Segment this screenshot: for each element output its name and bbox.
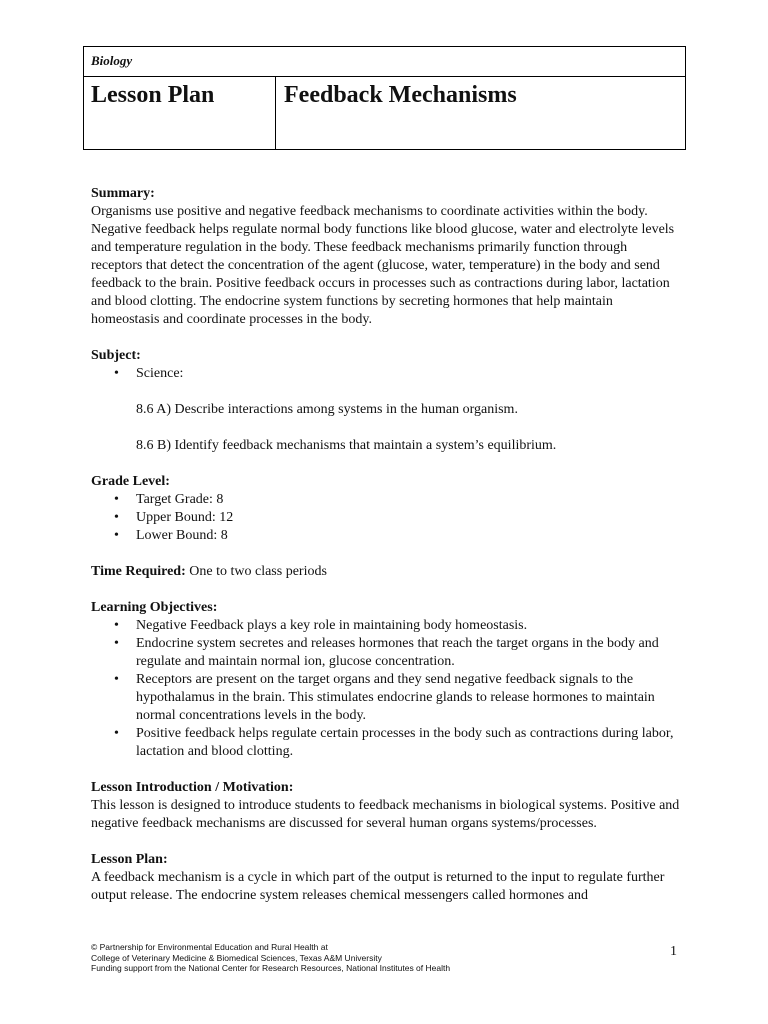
page-footer	[91, 942, 686, 974]
page-number: 1	[670, 944, 677, 959]
time-required-value: One to two class periods	[185, 564, 327, 579]
footer-line: Funding support from the National Center for Research Resources, National Institutes of Health	[91, 963, 451, 973]
grade-level-title: Grade Level:	[91, 474, 170, 489]
grade-level-section	[91, 473, 681, 545]
footer-line: College of Veterinary Medicine & Biomedical Sciences, Texas A&M University	[91, 952, 382, 963]
grade-level-list	[91, 491, 681, 545]
lesson-plan-section	[91, 851, 681, 905]
lesson-plan-title: Lesson Plan:	[91, 852, 168, 867]
list-item: • Positive feedback helps regulate certain processes in the body such as contractions during labor, lactation and blood clotting.	[136, 725, 681, 761]
header-table	[83, 46, 686, 150]
list-item: • Receptors are present on the target organs and they send negative feedback signals to the hypothalamus in the brain. This stimulates endocrine glands to release hormones to maintain normal concentrations levels in the body.	[136, 671, 681, 725]
list-item: • Science:	[136, 365, 681, 383]
standard-item: 8.6 A) Describe interactions among systems in the human organism.	[136, 402, 518, 417]
list-item: • Endocrine system secretes and releases hormones that reach the target organs in the body and regulate and maintain normal ion, glucose concentration.	[136, 635, 681, 671]
learning-objectives-title: Learning Objectives:	[91, 600, 218, 615]
list-item: • Target Grade: 8	[136, 491, 681, 509]
introduction-text: This lesson is designed to introduce students to feedback mechanisms in biological systems. Positive and negative feedback mechanisms are discussed for several human organs systems/processes.	[91, 798, 680, 831]
list-item: • Negative Feedback plays a key role in maintaining body homeostasis.	[136, 617, 681, 635]
subject-list	[91, 365, 681, 383]
summary-title: Summary:	[91, 186, 155, 201]
standard-item: 8.6 B) Identify feedback mechanisms that maintain a system’s equilibrium.	[136, 438, 557, 453]
time-required-section	[91, 563, 681, 581]
document-body	[91, 185, 681, 923]
doc-type: Lesson Plan	[84, 77, 276, 149]
time-required-title: Time Required:	[91, 564, 186, 579]
lesson-plan-text: A feedback mechanism is a cycle in which part of the output is returned to the input to regulate further output release. The endocrine system releases chemical messengers called hormones and	[91, 870, 665, 903]
objectives-list	[91, 617, 681, 761]
subject-section	[91, 347, 681, 455]
subject-title: Subject:	[91, 348, 141, 363]
footer-line: © Partnership for Environmental Education and Rural Health at	[91, 942, 328, 952]
subject-label: Biology	[84, 47, 685, 77]
list-item: • Upper Bound: 12	[136, 509, 681, 527]
doc-title: Feedback Mechanisms	[284, 82, 517, 108]
learning-objectives-section	[91, 599, 681, 761]
introduction-title: Lesson Introduction / Motivation:	[91, 780, 294, 795]
introduction-section	[91, 779, 681, 833]
summary-section	[91, 185, 681, 329]
summary-text: Organisms use positive and negative feedback mechanisms to coordinate activities within the body. Negative feedback helps regulate normal body functions like blood glucose, water and electrolyte levels and temperature regulation in the body. These feedback mechanisms primarily function through receptors that detect the concentration of the agent (glucose, water, temperature) in the body and send feedback to the brain. Positive feedback occurs in processes such as contractions during labor, lactation and blood clotting. The endocrine system functions by secreting hormones that help maintain homeostasis and coordinate processes in the body.	[91, 204, 675, 327]
list-item: • Lower Bound: 8	[136, 527, 681, 545]
header-title-row	[84, 77, 685, 149]
